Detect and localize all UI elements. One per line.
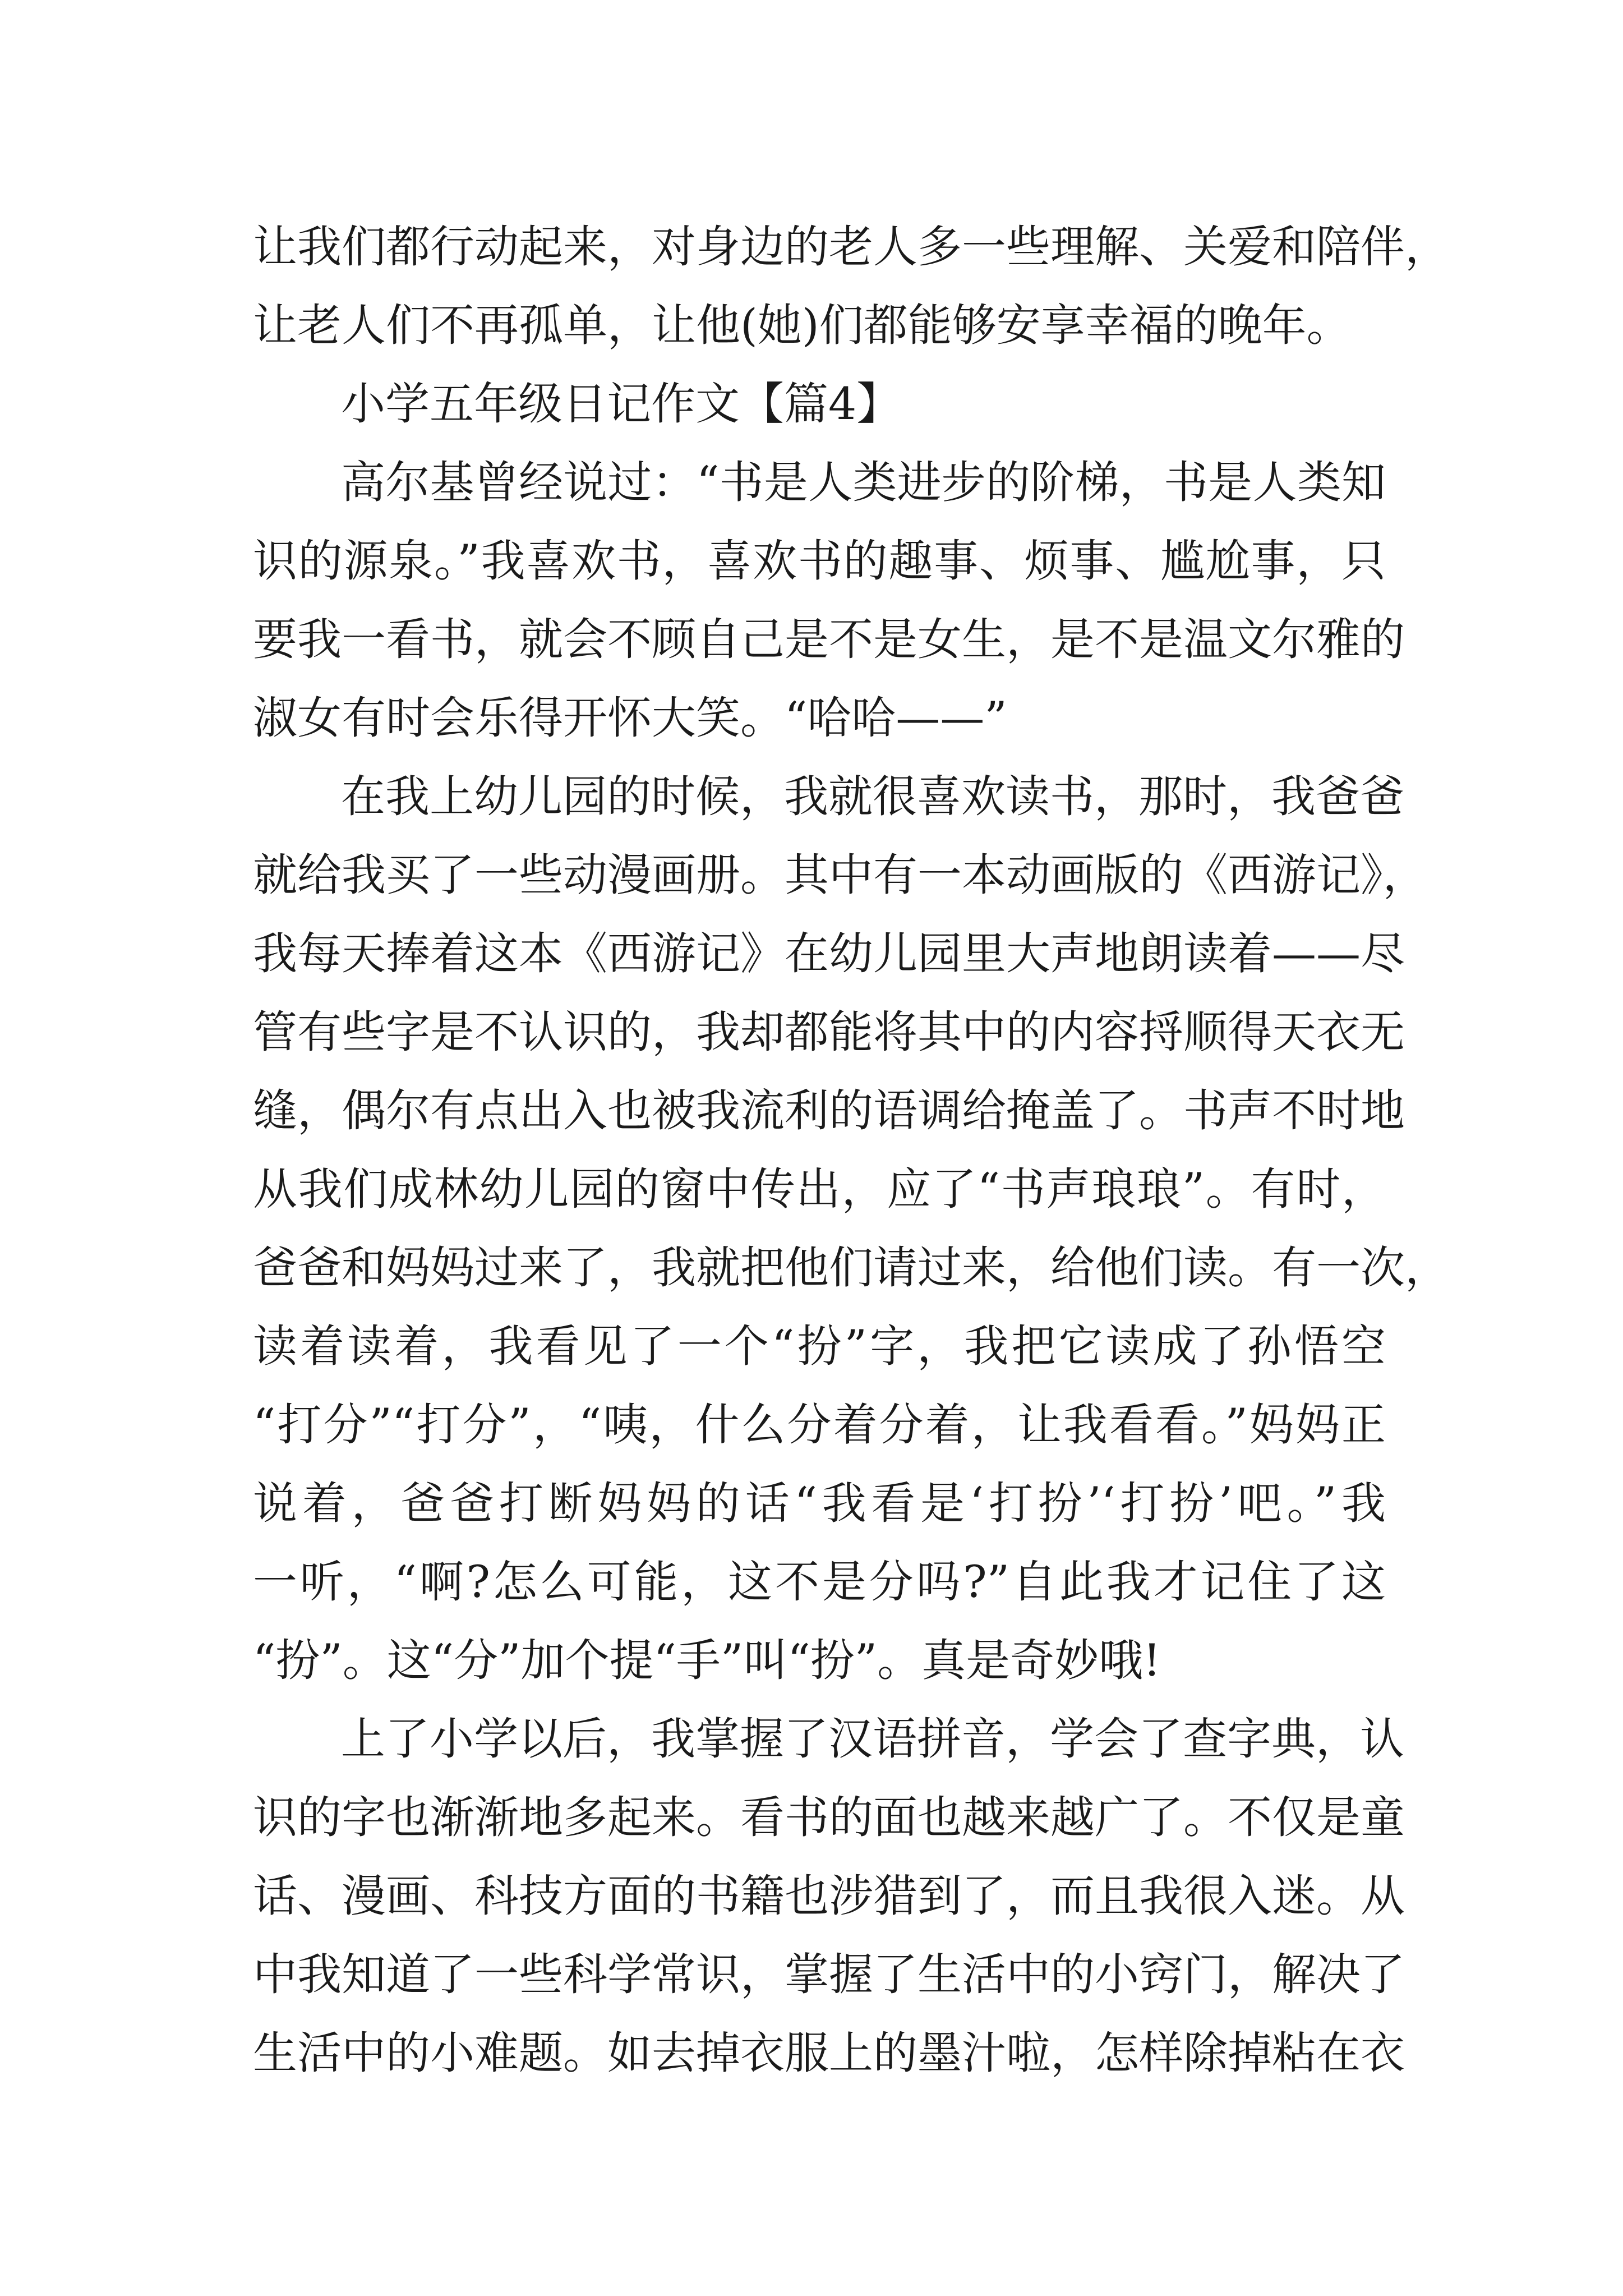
paragraph-line: 管有些字是不认识的，我却都能将其中的内容捋顺得天衣无 — [253, 1006, 1405, 1058]
paragraph-line: 说着，爸爸打断妈妈的话“我看是‘打扮’‘打扮’吧。”我 — [253, 1478, 1386, 1529]
paragraph-line: 一听，“啊?怎么可能，这不是分吗?”自此我才记住了这 — [253, 1556, 1386, 1608]
paragraph-line: 要我一看书，就会不顾自己是不是女生，是不是温文尔雅的 — [253, 614, 1405, 665]
paragraph-line: 话、漫画、科技方面的书籍也涉猎到了，而且我很入迷。从 — [253, 1870, 1405, 1922]
paragraph-line: 让老人们不再孤单，让他(她)们都能够安享幸福的晚年。 — [253, 300, 1351, 351]
paragraph-line: 爸爸和妈妈过来了，我就把他们请过来，给他们读。有一次， — [253, 1242, 1449, 1294]
paragraph-line: 淑女有时会乐得开怀大笑。“哈哈——” — [253, 692, 1007, 744]
paragraph-line: 中我知道了一些科学常识，掌握了生活中的小窍门，解决了 — [253, 1949, 1405, 2000]
paragraph-line: 从我们成林幼儿园的窗中传出，应了“书声琅琅”。有时， — [253, 1163, 1386, 1215]
paragraph-line: 在我上幼儿园的时候，我就很喜欢读书，那时，我爸爸 — [341, 771, 1404, 822]
paragraph-line: “打分”“打分”，“咦，什么分着分着，让我看看。”妈妈正 — [253, 1399, 1386, 1451]
paragraph-line: 我每天捧着这本《西游记》在幼儿园里大声地朗读着——尽 — [253, 928, 1405, 979]
section-heading: 小学五年级日记作文【篇4】 — [341, 378, 901, 430]
paragraph-line: 让我们都行动起来，对身边的老人多一些理解、关爱和陪伴， — [253, 221, 1449, 273]
paragraph-line: 识的字也渐渐地多起来。看书的面也越来越广了。不仅是童 — [253, 1792, 1405, 1843]
paragraph-line: 上了小学以后，我掌握了汉语拼音，学会了查字典，认 — [341, 1713, 1404, 1765]
paragraph-line: 识的源泉。”我喜欢书，喜欢书的趣事、烦事、尴尬事，只 — [253, 535, 1386, 587]
paragraph-line: 生活中的小难题。如去掉衣服上的墨汁啦，怎样除掉粘在衣 — [253, 2027, 1405, 2079]
paragraph-line: “扮”。这“分”加个提“手”叫“扮”。真是奇妙哦! — [253, 1635, 1161, 1686]
paragraph-line: 缝，偶尔有点出入也被我流利的语调给掩盖了。书声不时地 — [253, 1085, 1405, 1137]
paragraph-line: 读着读着，我看见了一个“扮”字，我把它读成了孙悟空 — [253, 1320, 1386, 1372]
paragraph-line: 高尔基曾经说过：“书是人类进步的阶梯，书是人类知 — [341, 457, 1386, 508]
paragraph-line: 就给我买了一些动漫画册。其中有一本动画版的《西游记》， — [253, 849, 1427, 901]
